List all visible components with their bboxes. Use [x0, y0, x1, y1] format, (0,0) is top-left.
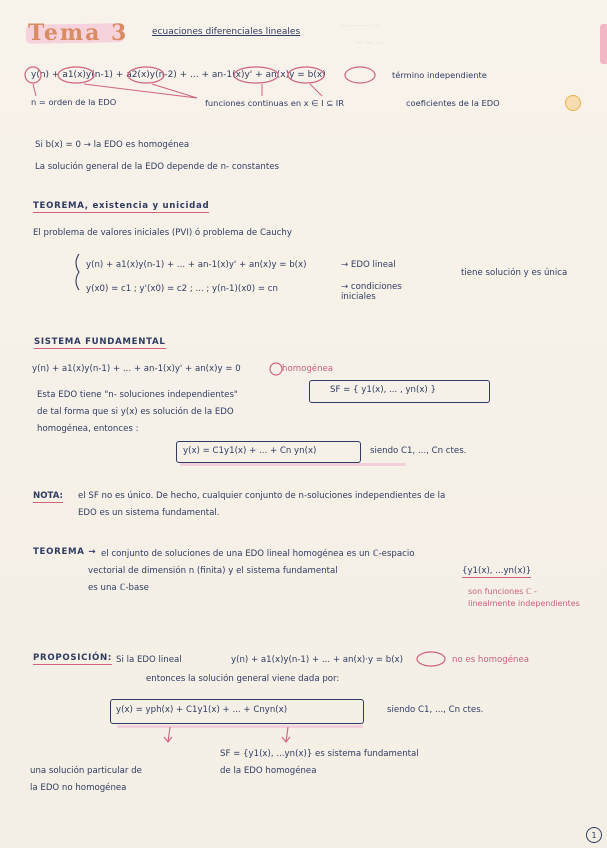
proposition-heading-text: PROPOSICIÓN: — [33, 653, 113, 663]
particular-solution-note-1: una solución particular de — [30, 766, 142, 776]
general-solution-note: La solución general de la EDO depende de n- constantes — [35, 162, 279, 172]
proposition-equation: y(n) + a1(x)y(n-1) + ... + an(x)·y = b(x) — [231, 655, 403, 665]
proposition-constants: siendo C1, ..., Cn ctes. — [387, 705, 484, 715]
pvi-equation: y(n) + a1(x)y(n-1) + ... + an-1(x)y' + an(x)y = b(x) — [86, 260, 307, 270]
fundamental-set — [462, 564, 531, 578]
proposition-highlight — [117, 725, 363, 728]
proposition-sf-note: SF = {y1(x), ...yn(x)} es sistema fundamental — [220, 749, 419, 759]
fundamental-text-2: de tal forma que si y(x) es solución de la EDO — [37, 407, 234, 417]
arrow-icon — [168, 727, 170, 742]
fundamental-system-heading-text: SISTEMA FUNDAMENTAL — [34, 337, 166, 347]
theorem-existence-heading-text: TEOREMA, existencia y unicidad — [33, 201, 210, 211]
theorem-space-line-1: el conjunto de soluciones de una EDO lineal homogénea es un ℂ-espacio — [101, 549, 415, 559]
initial-conditions-label: → condiciones iniciales — [341, 282, 402, 302]
edo-equation: y(n) + a1(x)y(n-1) + a2(x)y(n-2) + ... + an-1(x)y' + an(x)y = b(x) — [31, 70, 326, 80]
note-label-text: NOTA: — [33, 491, 63, 501]
not-homogeneous-label: no es homogénea — [452, 655, 530, 665]
particular-solution-note-2: la EDO no homogénea — [30, 783, 127, 793]
theorem-existence-heading — [33, 201, 209, 211]
zero-circle — [270, 363, 282, 375]
edo-linear-label: → EDO lineal — [341, 260, 396, 270]
circle-mark — [345, 67, 375, 83]
proposition-formula: y(x) = yph(x) + C1y1(x) + ... + Cnyn(x) — [116, 705, 288, 715]
homogeneous-condition: Si b(x) = 0 → la EDO es homogénea — [35, 140, 190, 150]
page-subtitle: ecuaciones diferenciales lineales — [152, 27, 301, 37]
fundamental-system-heading — [34, 337, 166, 347]
homogeneous-label: homogénea — [282, 364, 334, 374]
continuous-functions-note: funciones continuas en x ∈ I ⊆ IR — [205, 98, 345, 108]
fundamental-text-3: homogénea, entonces : — [37, 424, 139, 434]
page-title: Tema 3 — [28, 20, 129, 46]
order-note: n = orden de la EDO — [31, 97, 117, 107]
proposition-sf-note-2: de la EDO homogénea — [220, 766, 317, 776]
proposition-line-2: entonces la solución general viene dada por: — [146, 674, 340, 684]
sf-box-text: SF = { y1(x), ... , yn(x) } — [330, 385, 436, 395]
bleed-through-text: — — — — — [340, 21, 380, 30]
arrow-icon — [282, 737, 290, 742]
pink-note-1: son funciones ℂ - — [468, 587, 537, 596]
theorem-existence-statement: El problema de valores iniciales (PVI) ó problema de Cauchy — [33, 228, 292, 238]
coefficients-note: coeficientes de la EDO — [406, 98, 500, 108]
fundamental-set-text: {y1(x), ...yn(x)} — [462, 566, 532, 576]
arrow-icon — [164, 737, 172, 742]
pvi-conditions: y(x0) = c1 ; y'(x0) = c2 ; ... ; y(n-1)(x0) = cn — [86, 284, 278, 294]
page-number: 1 — [586, 827, 602, 843]
independent-term-label: término independiente — [392, 70, 487, 80]
existence-result: tiene solución y es única — [461, 268, 568, 278]
proposition-heading — [33, 653, 112, 663]
note-label — [33, 489, 63, 503]
arrow-icon — [286, 727, 288, 742]
theorem-space-line-2: vectorial de dimensión n (finita) y el sistema fundamental — [88, 566, 338, 576]
bleed-through-text: — — — — [355, 38, 385, 47]
solution-highlight — [180, 463, 406, 466]
note-line-2: EDO es un sistema fundamental. — [78, 508, 220, 518]
note-line-1: el SF no es único. De hecho, cualquier conjunto de n-soluciones independientes de la — [78, 491, 446, 501]
fundamental-text-1: Esta EDO tiene "n- soluciones independientes" — [37, 390, 238, 400]
bx-circle — [417, 652, 445, 666]
theorem-space-line-3: es una ℂ-base — [88, 583, 149, 593]
brace-icon — [76, 254, 79, 290]
arrow-icon — [310, 84, 322, 96]
constants-note: siendo C1, ..., Cn ctes. — [370, 446, 467, 456]
seal-icon — [565, 95, 581, 111]
proposition-line-1: Si la EDO lineal — [116, 655, 182, 665]
solution-formula: y(x) = C1y1(x) + ... + Cn yn(x) — [183, 446, 317, 456]
page-edge-tab — [600, 24, 607, 64]
arrow-icon — [152, 84, 197, 98]
homogeneous-edo-equation: y(n) + a1(x)y(n-1) + ... + an-1(x)y' + an(x)y = 0 — [32, 364, 241, 374]
pink-note-2: linealmente independientes — [468, 599, 580, 608]
theorem-space-heading: TEOREMA → — [33, 547, 97, 557]
